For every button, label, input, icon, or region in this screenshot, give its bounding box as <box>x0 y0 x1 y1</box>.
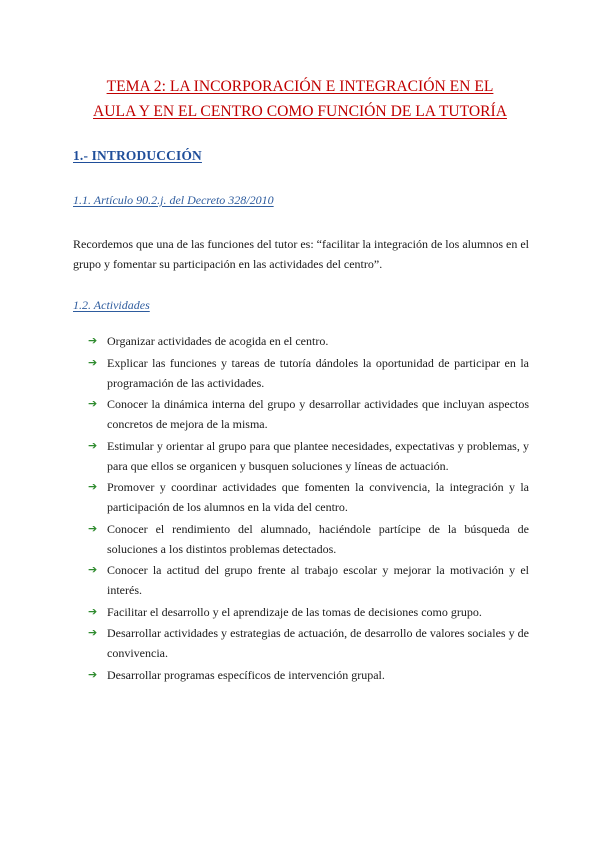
title-line-1: TEMA 2: LA INCORPORACIÓN E INTEGRACIÓN EN EL <box>106 78 494 95</box>
subsection-heading-actividades: 1.2. Actividades <box>73 298 150 312</box>
subsection-heading-articulo: 1.1. Artículo 90.2.j. del Decreto 328/2010 <box>73 193 274 207</box>
right-arrow-icon: ➔ <box>88 334 98 347</box>
title-line-2: AULA Y EN EL CENTRO COMO FUNCIÓN DE LA TUTORÍA <box>93 103 507 120</box>
right-arrow-icon: ➔ <box>88 667 98 681</box>
list-item: ➔ Estimular y orientar al grupo para que plantee necesidades, expectativas y problemas, y para que ellos se organicen y busquen soluciones y líneas de actuación. <box>88 436 529 476</box>
right-arrow-icon: ➔ <box>88 438 98 452</box>
right-arrow-icon: ➔ <box>88 563 98 576</box>
right-arrow-icon: ➔ <box>88 355 98 369</box>
list-item: ➔ Organizar actividades de acogida en el centro. <box>88 331 529 351</box>
list-item: ➔ Conocer la dinámica interna del grupo y desarrollar actividades que incluyan aspectos concretos de mejora de la misma. <box>88 394 529 434</box>
list-item: ➔ Explicar las funciones y tareas de tutoría dándoles la oportunidad de participar en la programación de las actividades. <box>88 353 529 393</box>
list-item: ➔ Conocer el rendimiento del alumnado, haciéndole partícipe de la búsqueda de soluciones a los distintos problemas detectados. <box>88 519 529 559</box>
right-arrow-icon: ➔ <box>88 626 98 639</box>
intro-paragraph: Recordemos que una de las funciones del tutor es: “facilitar la integración de los alumnos en el grupo y fomentar su participación en las actividades del centro”. <box>73 237 529 271</box>
section-heading-introduccion: 1.- INTRODUCCIÓN <box>73 148 202 163</box>
document-title <box>60 74 540 124</box>
list-item: ➔ Desarrollar actividades y estrategias de actuación, de desarrollo de valores sociales y de convivencia. <box>88 623 529 663</box>
list-item: ➔ Promover y coordinar actividades que fomenten la convivencia, la integración y la participación de los alumnos en la vida del centro. <box>88 477 529 517</box>
list-item: ➔ Conocer la actitud del grupo frente al trabajo escolar y mejorar la motivación y el interés. <box>88 560 529 600</box>
activities-list <box>88 331 529 686</box>
right-arrow-icon: ➔ <box>88 397 98 410</box>
list-item: ➔ Facilitar el desarrollo y el aprendizaje de las tomas de decisiones como grupo. <box>88 602 529 622</box>
right-arrow-icon: ➔ <box>88 521 98 535</box>
right-arrow-icon: ➔ <box>88 604 98 618</box>
right-arrow-icon: ➔ <box>88 480 98 493</box>
list-item: ➔ Desarrollar programas específicos de intervención grupal. <box>88 665 529 685</box>
